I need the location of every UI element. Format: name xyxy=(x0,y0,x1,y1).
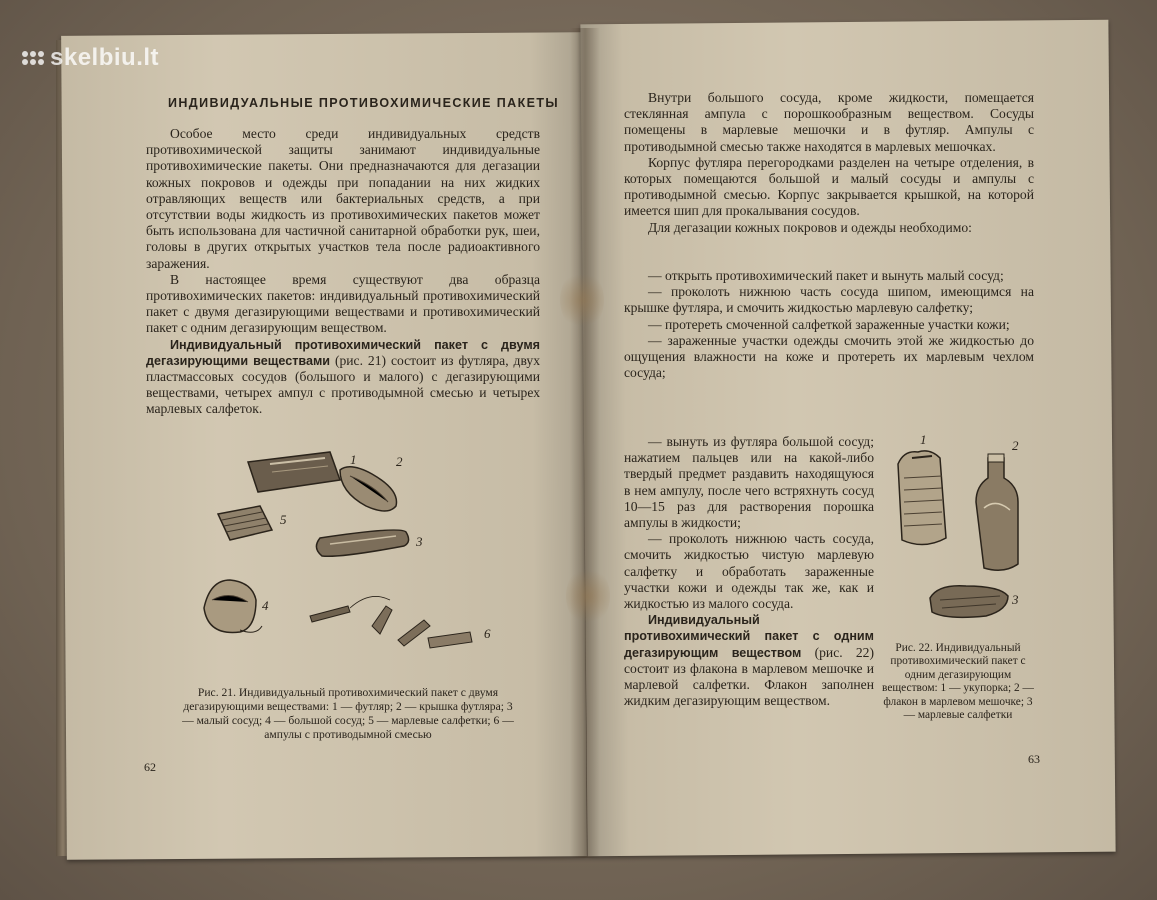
packet-drawing xyxy=(898,451,946,545)
instructions-list-narrow xyxy=(624,434,874,709)
bold-term: Индивидуальный противохимический пакет с двумя дегазирующими веществами xyxy=(146,337,540,368)
figure-label: 1 xyxy=(920,432,927,447)
small-vessel-drawing xyxy=(316,530,408,556)
figure-label: 5 xyxy=(280,512,287,527)
figure-label: 6 xyxy=(484,626,491,641)
paragraph-rest: (рис. 22) состоит из флакона в марлевом мешочке и марлевой салфетки. Флакон заполнен жидким дегазирующим веществом. xyxy=(624,644,874,709)
right-text-block xyxy=(624,90,1034,236)
paragraph: Корпус футляра перегородками разделен на четыре отделения, в которых помещаются большой и малый сосуды и ампулы с противодымной смесью. Корпус закрывается крышкой, на которой имеется шип для прокалывания сосудов. xyxy=(624,154,1034,219)
paragraph xyxy=(624,612,874,709)
figure-label: 4 xyxy=(262,598,269,613)
paragraph xyxy=(146,337,540,418)
figure-label: 2 xyxy=(396,454,403,469)
lid-drawing xyxy=(340,467,397,511)
page-number: 62 xyxy=(144,760,156,774)
case-drawing xyxy=(248,452,340,498)
figure-label: 2 xyxy=(1012,438,1019,453)
paragraph-rest: (рис. 21) состоит из футляра, двух пластмассовых сосудов (большого и малого) с дегазирующими веществами, четырех ампул с противодымной смесью и четырех марлевых салфеток. xyxy=(146,352,541,417)
figure-22-illustration xyxy=(884,428,1044,638)
page-number: 63 xyxy=(1028,752,1040,766)
napkins-drawing xyxy=(218,506,272,540)
bottle-drawing xyxy=(976,454,1018,570)
figure-21-illustration xyxy=(200,440,510,670)
list-item: — зараженные участки одежды смочить этой же жидкостью до ощущения влажности на коже и протереть их марлевым чехлом сосуда; xyxy=(624,332,1034,381)
paragraph: Для дегазации кожных покровов и одежды необходимо: xyxy=(648,219,972,235)
list-item: — проколоть нижнюю часть сосуда шипом, имеющимся на крышке футляра, и смочить жидкостью марлевую салфетку; xyxy=(624,284,1034,316)
list-item: — проколоть нижнюю часть сосуда, смочить жидкостью чистую марлевую салфетку и обработать зараженные участки кожи и одежды так же, как и жидкостью из малого сосуда. xyxy=(624,531,874,612)
paper-stain xyxy=(566,566,610,626)
figure-label: 3 xyxy=(1012,592,1019,607)
bold-term: Индивидуальный противохимический пакет с одним дегазирующим веществом xyxy=(624,613,874,660)
paper-stain xyxy=(560,270,604,330)
napkin-drawing xyxy=(930,586,1008,618)
list-item: — вынуть из футляра большой сосуд; нажатием пальцев или на какой-либо твердый предмет раздавить находящуюся в нем ампулу, после чего встряхнуть сосуд 10—15 раз для растворения порошка ампулы в жидкости; xyxy=(624,434,874,531)
figure-21-caption: Рис. 21. Индивидуальный противохимический пакет с двумя дегазирующими веществами: 1 — футляр; 2 — крышка футляра; 3 — малый сосуд; 4 — большой сосуд; 5 — марлевые салфетки; 6 — ампулы с противодымной смесью xyxy=(182,686,514,741)
section-heading: ИНДИВИДУАЛЬНЫЕ ПРОТИВОХИМИЧЕСКИЕ ПАКЕТЫ xyxy=(168,96,560,110)
figure-label: 1 xyxy=(350,452,357,467)
figure-22-caption: Рис. 22. Индивидуальный противохимический пакет с одним дегазирующим веществом: 1 — укупорка; 2 — флакон в марлевом мешочке; 3 — марлевые салфетки xyxy=(882,642,1034,722)
ampoules-drawing xyxy=(310,596,472,648)
watermark-text: skelbiu.lt xyxy=(50,44,160,71)
paragraph: В настоящее время существуют два образца противохимических пакетов: индивидуальный противохимический пакет с двумя дегазирующими веществами и противохимический пакет с одним дегазирующим веществом. xyxy=(146,271,540,336)
list-item: — открыть противохимический пакет и вынуть малый сосуд; xyxy=(648,268,1004,283)
paragraph: Внутри большого сосуда, кроме жидкости, помещается стеклянная ампула с порошкообразным веществом. Сосуды помещены в марлевые мешочки и в футляр. Ампулы с противодымной смесью также находятся в марлевых мешочках. xyxy=(624,90,1034,154)
large-vessel-drawing xyxy=(204,580,262,633)
watermark-dots-icon xyxy=(22,51,44,65)
watermark xyxy=(22,44,159,72)
instructions-list xyxy=(624,268,1034,381)
left-text-block xyxy=(146,126,540,418)
list-item: — протереть смоченной салфеткой зараженные участки кожи; xyxy=(648,316,1010,332)
book-spine xyxy=(570,28,600,858)
figure-label: 3 xyxy=(416,534,423,549)
paragraph: Особое место среди индивидуальных средств противохимической защиты занимают индивидуальные противохимические пакеты. Они предназначаются для дегазации кожных покровов и одежды при попадании на них жидких отравляющих веществ или бактериальных средств, а при отсутствии воды жидкость из противохимических пакетов может быть использована для частичной санитарной обработки рук, шеи, головы в других открытых участков тела после радиоактивного заражения. xyxy=(146,126,540,271)
